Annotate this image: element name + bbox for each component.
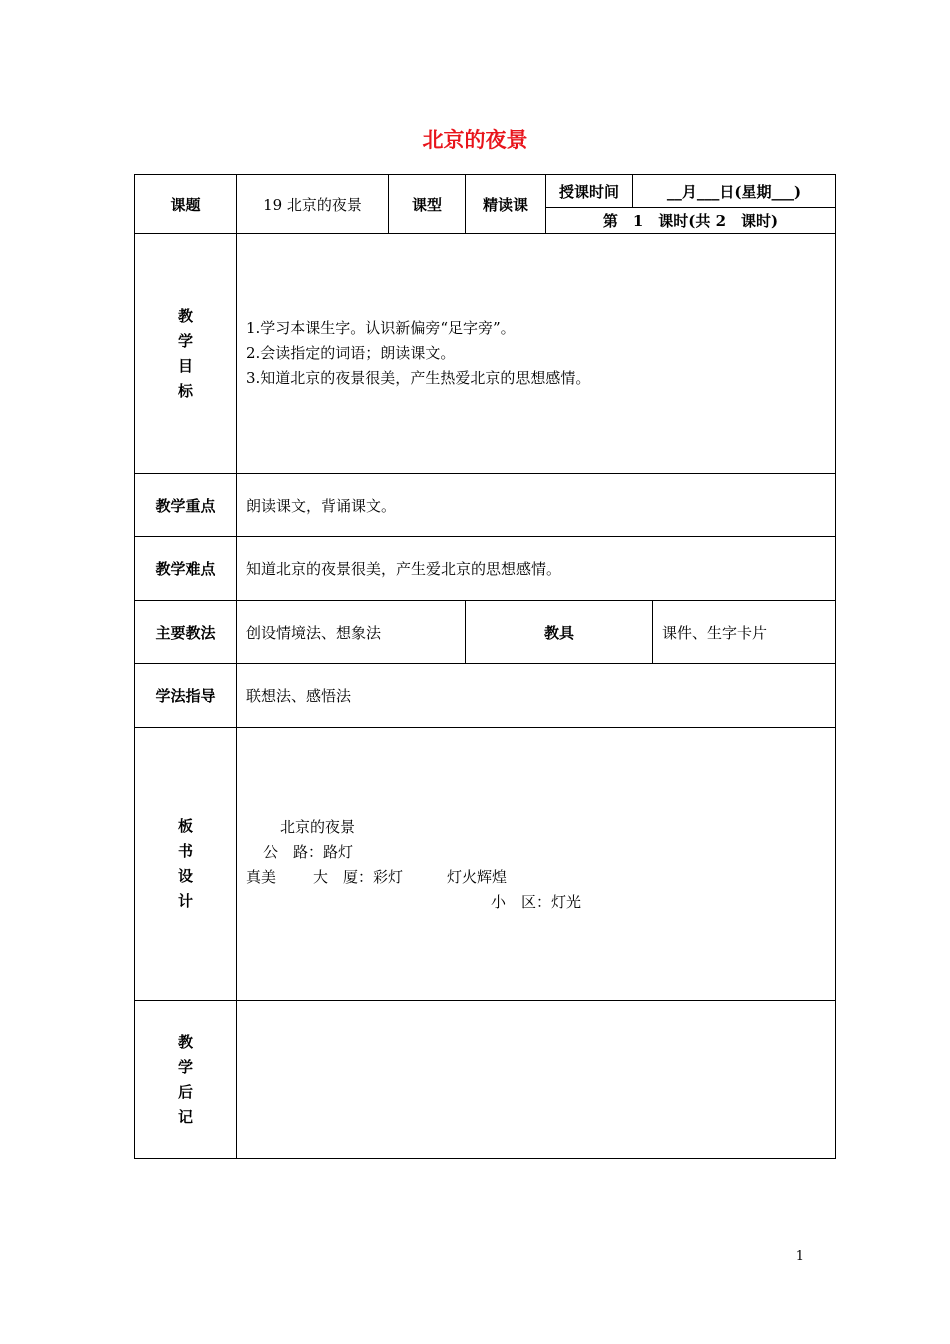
tools-label: 教具: [466, 601, 653, 664]
time-label: 授课时间: [546, 175, 633, 208]
header-row: [135, 175, 836, 208]
document-title: 北京的夜景: [422, 127, 528, 152]
objectives-list: [237, 234, 836, 474]
board-design: [237, 728, 836, 1001]
difficulty-row: [135, 537, 836, 601]
objectives-row: [135, 234, 836, 474]
key-point-label: 教学重点: [135, 474, 237, 537]
study-row: [135, 664, 836, 728]
board-label: 板 书 设 计: [135, 728, 237, 1001]
difficulty-label: 教学难点: [135, 537, 237, 601]
board-line: 公 路：路灯: [263, 843, 354, 861]
reflection-row: [135, 1001, 836, 1159]
reflection-label: 教 学 后 记: [135, 1001, 237, 1159]
objective-item: 1.学习本课生字。认识新偏旁“足字旁”。: [246, 319, 516, 337]
study-label: 学法指导: [135, 664, 237, 728]
reflection-content[interactable]: [237, 1001, 836, 1159]
lesson-plan-table: [134, 174, 836, 1159]
page-number: 1: [795, 1249, 804, 1264]
method-row: [135, 601, 836, 664]
objective-item: 2.会读指定的词语；朗读课文。: [246, 344, 456, 362]
period-value: 第 1 课时(共 2 课时): [546, 208, 836, 234]
topic-label: 课题: [135, 175, 237, 234]
objective-item: 3.知道北京的夜景很美，产生热爱北京的思想感情。: [246, 369, 591, 387]
type-value: 精读课: [466, 175, 546, 234]
date-value: __月___日(星期___): [633, 175, 836, 208]
board-line: 小 区：灯光: [491, 893, 582, 911]
objectives-label: 教 学 目 标: [135, 234, 237, 474]
board-line: 真美: [246, 868, 277, 886]
key-point-row: [135, 474, 836, 537]
study-value: 联想法、感悟法: [237, 664, 836, 728]
difficulty-value: 知道北京的夜景很美，产生爱北京的思想感情。: [237, 537, 836, 601]
topic-value: 19 北京的夜景: [237, 175, 389, 234]
board-line: 大 厦：彩灯: [313, 868, 404, 886]
type-label: 课型: [389, 175, 466, 234]
method-label: 主要教法: [135, 601, 237, 664]
key-point-value: 朗读课文，背诵课文。: [237, 474, 836, 537]
board-title: 北京的夜景: [280, 818, 356, 836]
tools-value: 课件、生字卡片: [653, 601, 836, 664]
board-line: 灯火辉煌: [447, 868, 508, 886]
method-value: 创设情境法、想象法: [237, 601, 466, 664]
board-row: [135, 728, 836, 1001]
